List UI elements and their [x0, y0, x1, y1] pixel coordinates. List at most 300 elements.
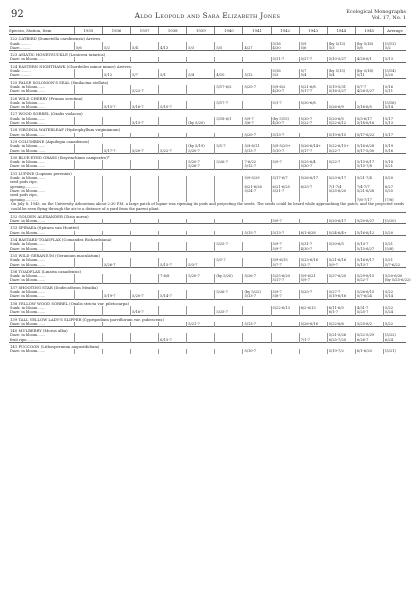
date-cell: 4/30-7: [271, 121, 299, 126]
date-cell: 5/10-5/27: [327, 57, 355, 62]
date-cell: 4/10: [215, 73, 243, 78]
species-heading-row: [9, 315, 406, 322]
date-cell: 5/21-7/4: [355, 176, 383, 180]
date-cell: 5/20-7: [187, 160, 215, 164]
date-cell: 5/29-6/15: [355, 274, 383, 278]
date-cell: 5/13: [383, 57, 406, 62]
date-cell: 5/9-7: [271, 247, 299, 252]
date-cell: 5/24: [383, 310, 406, 315]
date-cell: 5/16-6/12: [355, 231, 383, 236]
journal-info: [346, 9, 406, 21]
row-label: Sunk: in bloom.......: [10, 290, 46, 295]
row-label: Daze: in bloom.......: [10, 57, 46, 62]
date-cell: 5/27-7: [327, 290, 355, 294]
date-cell: 5/17-6/7: [271, 176, 299, 180]
date-cell: 5/26-6/17: [299, 176, 327, 180]
date-cell: 5/20: [383, 231, 406, 236]
date-cell: 4/30-7: [271, 89, 299, 94]
row-label: Daze: in bloom.......: [10, 230, 46, 235]
row-label: Sunk: in bloom.......: [10, 242, 46, 247]
column-header: 1943: [299, 27, 327, 35]
date-cell: 4/27: [243, 46, 271, 51]
date-cell: 5/17-7: [215, 101, 243, 105]
row-label: Daze:.........: [10, 73, 31, 78]
date-cell: 5/9-6/11: [243, 144, 271, 148]
species-note: On July 8, 1945, on the University Arboretum about 2:30 P.M. a large patch of lupine was ripening its pods and projecting the seeds. The seeds could be heard while approaching the patch, and the projected seeds could be seen flying through the air to a distance of a yard from the parent plant.: [11, 202, 404, 211]
date-cell: 5/5: [215, 46, 243, 51]
date-cell: 5/15-7/8: [355, 164, 383, 169]
date-cell: 5/16-6/5: [355, 105, 383, 110]
row-label: seed pods ripe,: [10, 180, 38, 185]
date-cell: 5/21-5/26: [327, 333, 355, 337]
species-title: 131 LUPINE (Lupinus perennis): [9, 169, 406, 176]
date-cell: 5/13-7: [355, 263, 383, 268]
species-heading-row: [9, 224, 406, 231]
date-cell: 5/10-7: [271, 149, 299, 154]
date-cell: 5/16-7: [131, 105, 159, 110]
date-cell: 6/24: [383, 338, 406, 343]
species-heading-row: [9, 169, 406, 176]
row-label: seed pods ripe,: [10, 193, 38, 198]
date-cell: 5/20-6/17: [327, 219, 355, 224]
species-title: 127 WOOD SORREL (Oxalis violacea): [9, 110, 406, 117]
date-cell: [102, 349, 130, 353]
species-title: 135 WILD GERANIUM (Geranium maculatum): [9, 251, 406, 258]
page-number: 92: [11, 9, 24, 20]
date-cell: 5/17-6/3: [215, 85, 243, 89]
date-cell: 5/12: [102, 73, 130, 78]
date-cell: 5/13-7: [243, 294, 271, 299]
column-header: 1935: [74, 27, 102, 35]
date-cell: 5/18-6/1: [215, 117, 243, 121]
date-cell: 5/17-7: [299, 89, 327, 94]
row-label: Sunk: in bloom.......: [10, 176, 46, 181]
species-heading-row: [9, 94, 406, 101]
row-label: Sunk: in bloom.......: [10, 274, 46, 279]
date-cell: 5/16: [271, 42, 299, 46]
date-cell: 5/16-7: [131, 310, 159, 315]
date-cell: [187, 349, 215, 353]
date-cell: 5/19-7/2: [327, 349, 355, 353]
date-cell: 5/16-6/17: [355, 258, 383, 262]
date-cell: 5/19-7: [102, 294, 130, 299]
date-cell: 5/9-7: [327, 263, 355, 268]
date-cell: 5/7: [131, 73, 159, 78]
date-cell: 5/20-6/27: [355, 219, 383, 224]
running-header: [9, 6, 406, 26]
species-heading-row: [9, 267, 406, 274]
column-header: 1945: [355, 27, 383, 35]
date-cell: 5/22-7: [327, 149, 355, 154]
species-title: 126 WILD CHERRY (Prunus serotina): [9, 94, 406, 101]
date-cell: 6/27: [383, 185, 406, 189]
date-cell: 5/15-6/17: [355, 160, 383, 164]
date-cell: 5/12: [243, 73, 271, 78]
species-heading-row: [9, 236, 406, 243]
date-cell: 5/9-7: [271, 290, 299, 294]
date-cell: (by 5/22): [243, 290, 271, 294]
date-cell: 6/21-6/25: [271, 185, 299, 189]
species-title: 130 BLUE-EYED GRASS (Sisyrinchium campestre)*: [9, 153, 406, 160]
date-cell: 5/14-7: [159, 294, 187, 299]
row-label: Daze: in bloom.......: [10, 349, 46, 354]
date-cell: 5/23-6/16: [299, 258, 327, 262]
date-cell: (5/22): [383, 333, 406, 337]
row-label: Daze: in bloom.......: [10, 310, 46, 315]
date-cell: [159, 349, 187, 353]
date-cell: 5/4: [187, 73, 215, 78]
date-cell: 5/12-7: [243, 164, 271, 169]
date-cell: 4/30-7: [299, 247, 327, 252]
date-cell: 5/31-7: [299, 242, 327, 246]
journal-name: Ecological Monographs: [346, 9, 406, 15]
date-cell: 5/15-7: [102, 105, 130, 110]
date-cell: 5/30-7: [299, 117, 327, 121]
date-cell: 5/21-6/28: [355, 189, 383, 193]
date-cell: 5/6: [299, 46, 327, 51]
date-cell: 5/21: [383, 164, 406, 169]
date-cell: 5/7-6/24: [355, 294, 383, 299]
date-cell: 5/20-7: [243, 133, 271, 138]
date-cell: (5/20): [383, 219, 406, 224]
date-cell: 6/2-6/13: [299, 306, 327, 310]
date-cell: 6/15-7: [159, 338, 187, 343]
date-cell: 5/14: [383, 294, 406, 299]
date-cell: 5/26-7: [102, 263, 130, 268]
species-heading-row: [9, 35, 406, 42]
date-cell: 5/15-6/27: [355, 247, 383, 252]
date-cell: [271, 349, 299, 353]
date-cell: 5/1-7: [215, 258, 243, 262]
date-cell: 6/26-7: [355, 338, 383, 343]
date-cell: 5/25-6/4: [299, 160, 327, 164]
date-cell: (by 5/19): [187, 144, 215, 148]
date-cell: 7/1-7/4: [327, 185, 355, 189]
date-cell: 5/1: [159, 73, 187, 78]
date-cell: 5/20-6/5: [327, 117, 355, 121]
date-cell: 5/17: [383, 117, 406, 121]
date-cell: 5/22: [383, 322, 406, 327]
date-cell: 5/9-6/15: [271, 258, 299, 262]
date-cell: (by 5/13): [327, 42, 355, 46]
row-label: Daze: in bloom.......: [10, 246, 46, 251]
date-cell: 5/22: [383, 306, 406, 310]
date-cell: 5/16: [383, 149, 406, 154]
column-header: 1941: [243, 27, 271, 35]
date-cell: 5/20-7: [187, 274, 215, 278]
date-cell: 5/13-7: [243, 149, 271, 154]
date-cell: 4/31-7: [355, 306, 383, 310]
date-cell: 5/7-7: [271, 263, 299, 268]
date-cell: 6/1-6/28: [299, 231, 327, 236]
date-cell: 5/13-7: [243, 322, 271, 327]
row-label: Sunk: in bloom.......: [10, 258, 46, 263]
date-cell: 5/2: [383, 46, 406, 51]
date-cell: 5/13-7: [271, 133, 299, 138]
date-cell: 4/28-5/27: [355, 89, 383, 94]
date-cell: 5/11: [383, 89, 406, 94]
species-title: 132 GOLDEN ALEXANDER (Zizia aurea): [9, 212, 406, 219]
date-cell: 5/30-6/8: [299, 101, 327, 105]
date-cell: 5/21-6/8: [299, 85, 327, 89]
date-cell: 5/9-7: [271, 160, 299, 164]
date-cell: 5/25-7: [299, 290, 327, 294]
date-cell: 5/3: [271, 73, 299, 78]
date-cell: 5/26-6/16: [299, 322, 327, 327]
date-cell: 6/1-7: [327, 310, 355, 315]
date-cell: 5/22-6/12: [327, 121, 355, 126]
date-cell: 5/15-7: [243, 231, 271, 236]
date-cell: 5/22-6/15+: [327, 144, 355, 148]
date-cell: 5/25: [383, 189, 406, 193]
date-cell: 5/10-7: [159, 105, 187, 110]
date-cell: (by 5/20): [187, 121, 215, 126]
date-cell: 5/22-7: [299, 121, 327, 126]
date-cell: 6/1-6/20: [355, 349, 383, 353]
row-label: Daze: in bloom.......: [10, 121, 46, 126]
date-cell: 5/24-7: [243, 189, 271, 193]
date-cell: 7-6/22: [243, 160, 271, 164]
date-cell: 5/16-6/28: [355, 144, 383, 148]
date-cell: 5/9-7: [271, 219, 299, 224]
date-cell: (by 5/25-6/22): [384, 278, 411, 283]
date-cell: 5/15-7: [131, 121, 159, 126]
date-cell: 5/8-7: [271, 294, 299, 299]
date-cell: 5/18: [383, 160, 406, 164]
date-cell: (by 5/18): [355, 69, 383, 73]
date-cell: 5/31-7: [271, 189, 299, 193]
row-label: Daze: in bloom.......: [10, 164, 46, 169]
date-cell: 4/13: [159, 46, 187, 51]
date-cell: 5/22-5/29: [355, 333, 383, 337]
article-title: Aldo Leopold and Sara Elizabeth Jones: [134, 11, 281, 20]
species-title: 138 YELLOW WOOD SORREL (Oxalis stricta var. piletocarpa): [9, 299, 406, 306]
date-cell: 5/26-6/9: [327, 105, 355, 110]
date-cell: 5/30-7: [299, 164, 327, 169]
date-cell: 5/17-7: [102, 149, 130, 154]
date-cell: 5/13-7: [271, 231, 299, 236]
species-title: 125 FALSE SOLOMON'S SEAL (Smilacina stellata): [9, 78, 406, 85]
date-cell: 5/16-5/27: [327, 89, 355, 94]
date-cell: 5/19-5/31: [327, 85, 355, 89]
table-row: [9, 349, 406, 353]
species-heading-row: [9, 327, 406, 334]
row-label: Daze: in bloom.......: [10, 132, 46, 137]
species-heading-row: [9, 251, 406, 258]
date-cell: (5/16): [383, 101, 406, 105]
row-label: Daze: in bloom.......: [10, 105, 46, 110]
date-cell: 5/9-7: [271, 242, 299, 246]
species-heading-row: [9, 283, 406, 290]
date-cell: 6/25-7: [299, 185, 327, 189]
date-cell: 5/26-7: [215, 160, 243, 164]
date-cell: 5/19-6/16: [327, 294, 355, 299]
date-cell: 5/25-7: [243, 85, 271, 89]
date-cell: 5/11-7: [271, 57, 299, 62]
date-cell: 5/2: [102, 46, 130, 51]
date-cell: 5/16: [271, 69, 299, 73]
date-cell: 5/22-6/13: [271, 306, 299, 310]
row-label: Daze: in bloom.......: [10, 262, 46, 267]
row-label: Daze: in bloom.......: [10, 321, 46, 326]
date-cell: 5/6: [74, 46, 102, 51]
date-cell: 5/9-5/29: [243, 176, 271, 180]
species-heading-row: [9, 110, 406, 117]
date-cell: 5/27-7: [299, 57, 327, 62]
column-header: 1937: [131, 27, 159, 35]
date-cell: 5/22-6/6: [327, 322, 355, 327]
date-cell: 5/21: [383, 242, 406, 246]
date-cell: 5/20: [383, 176, 406, 180]
date-cell: 6/11-6/5: [327, 306, 355, 310]
date-cell: 5/17-7: [271, 278, 299, 283]
row-label: Sunk:.........: [10, 41, 31, 46]
date-cell: 5/20: [383, 73, 406, 78]
column-header: 1944: [327, 27, 355, 35]
date-cell: 5/27-6/20: [327, 274, 355, 278]
date-cell: 6/25-7/20: [327, 338, 355, 343]
date-cell: 5/25-7: [215, 310, 243, 315]
date-cell: 5/3-6/17: [355, 117, 383, 121]
column-header: 1939: [187, 27, 215, 35]
date-cell: 5/10-7: [355, 242, 383, 246]
species-title: 128 VIRGINIA WATERLEAF (Hydrophyllum virginianum): [9, 126, 406, 133]
species-title: 133 SPIRAEA (Spiraea van Houttei): [9, 224, 406, 231]
row-label: fruit ripe...........: [10, 337, 39, 342]
date-cell: 5/22-7: [159, 149, 187, 154]
column-header: 1942: [271, 27, 299, 35]
date-cell: 4/28-6/1: [355, 57, 383, 62]
date-cell: 5/20-7: [187, 149, 215, 154]
phenology-table: [9, 26, 411, 354]
date-cell: 7-6/8: [159, 274, 187, 278]
date-cell: 7/6-7/17: [355, 198, 383, 202]
date-cell: (5/8): [383, 247, 406, 252]
row-label: Daze:.........: [10, 45, 31, 50]
date-cell: 5/17: [383, 133, 406, 138]
date-cell: 5/8: [355, 46, 383, 51]
date-cell: 5/7: [299, 69, 327, 73]
date-cell: [215, 349, 243, 353]
row-label: Sunk: in bloom.......: [10, 100, 46, 105]
row-label: Sunk: in bloom.......: [10, 305, 46, 310]
column-header: 1938: [159, 27, 187, 35]
date-cell: 5/9-5/29+: [271, 144, 299, 148]
date-cell: 5/4: [131, 46, 159, 51]
date-cell: 5/9-6/21: [299, 274, 327, 278]
date-cell: 5/26-7: [215, 290, 243, 294]
date-cell: 5/22: [383, 290, 406, 294]
date-cell: 5/9: [299, 42, 327, 46]
date-cell: 5/26-7: [187, 164, 215, 169]
species-title: 129 COLUMBINE (Aquilegia canadensis): [9, 137, 406, 144]
row-label: Sunk: in bloom.......: [10, 160, 46, 165]
date-cell: 5/1-7: [215, 144, 243, 148]
species-heading-row: [9, 153, 406, 160]
row-label: Daze: in bloom.......: [10, 333, 46, 338]
date-cell: 5/24-6/4+: [327, 231, 355, 236]
species-title: 122 CATBIRD (Dumetella carolinensis) Arrives.: [9, 35, 406, 42]
date-cell: 5/11: [355, 73, 383, 78]
date-cell: 5/20-7: [131, 149, 159, 154]
row-label: Sunk: in bloom.......: [10, 84, 46, 89]
date-cell: 6/21-6/26: [243, 185, 271, 189]
date-cell: (7/8): [383, 198, 406, 202]
date-cell: 5/7-7: [355, 85, 383, 89]
species-heading-row: [9, 212, 406, 219]
species-heading-row: [9, 62, 406, 69]
date-cell: 5/7-6/22: [383, 263, 406, 268]
date-cell: 5/2-7: [299, 263, 327, 268]
date-cell: [299, 349, 327, 353]
date-cell: 5/26-6/15: [355, 290, 383, 294]
date-cell: 5/23-6/17: [327, 176, 355, 180]
date-cell: 5/9-7: [299, 278, 327, 283]
row-label: Daze: in bloom.......: [10, 278, 46, 283]
date-cell: (5/13): [383, 42, 406, 46]
date-cell: 5/25-7: [355, 310, 383, 315]
date-cell: 5/6-7: [243, 121, 271, 126]
date-cell: 7/4-7/7: [355, 185, 383, 189]
species-title: 140 MULBERRY (Morus alba): [9, 327, 406, 334]
date-cell: 5/17-5/30: [355, 149, 383, 154]
row-label: Sunk: in bloom.......: [10, 116, 46, 121]
date-cell: 5/26-7: [243, 274, 271, 278]
species-title: 141 PUCCOON (Lithospermum angustifolium): [9, 343, 406, 350]
date-cell: 7/1-7: [299, 338, 327, 343]
row-label: opening............: [10, 197, 39, 202]
row-label: Daze: in bloom.......: [10, 148, 46, 153]
date-cell: 5/16: [383, 85, 406, 89]
species-title: 137 SHOOTING STAR (Dodecatheon Meadia): [9, 283, 406, 290]
row-label: Daze: in bloom.......: [10, 219, 46, 224]
date-cell: 5/10-7: [243, 349, 271, 353]
species-heading-row: [9, 343, 406, 350]
date-cell: 5/17-6/22: [355, 133, 383, 138]
date-cell: 5/22-7: [131, 89, 159, 94]
row-label: opening............: [10, 184, 39, 189]
date-cell: 4/30: [271, 46, 299, 51]
date-cell: 5/25-6/20: [271, 274, 299, 278]
date-cell: 5/20-6/30: [383, 274, 406, 278]
date-cell: 5/22-7: [327, 160, 355, 164]
column-header: 1940: [215, 27, 243, 35]
date-cell: 5/3: [327, 46, 355, 51]
date-cell: 5/14: [383, 105, 406, 110]
table-header: [9, 27, 406, 35]
date-cell: 5/25-7: [215, 242, 243, 246]
table-body: [9, 35, 411, 354]
date-cell: 5/15-7: [159, 263, 187, 268]
column-header: 1936: [102, 27, 130, 35]
species-title: 124 EASTERN NIGHTHAWK (Chordeiles minor minor) Arrives.: [9, 62, 406, 69]
species-title: 139 TALL YELLOW LADY'S SLIPPER (Cypripedium parviflorum var. pubescens): [9, 315, 406, 322]
date-cell: 5/9-6/2: [271, 85, 299, 89]
date-cell: 5/20-7: [131, 294, 159, 299]
date-cell: 5/3: [187, 46, 215, 51]
date-cell: 5/21: [383, 258, 406, 262]
species-heading-row: [9, 126, 406, 133]
date-cell: 5/4: [299, 73, 327, 78]
date-cell: 5/19-6/15: [327, 133, 355, 138]
date-cell: (5/14): [383, 69, 406, 73]
row-label: Sunk:.........: [10, 69, 31, 74]
column-header: Species, Station, Item: [9, 27, 74, 35]
date-cell: [74, 349, 102, 353]
date-cell: 5/13: [383, 121, 406, 126]
date-cell: 5/22-7: [355, 278, 383, 283]
date-cell: (by 5/20): [215, 274, 243, 278]
